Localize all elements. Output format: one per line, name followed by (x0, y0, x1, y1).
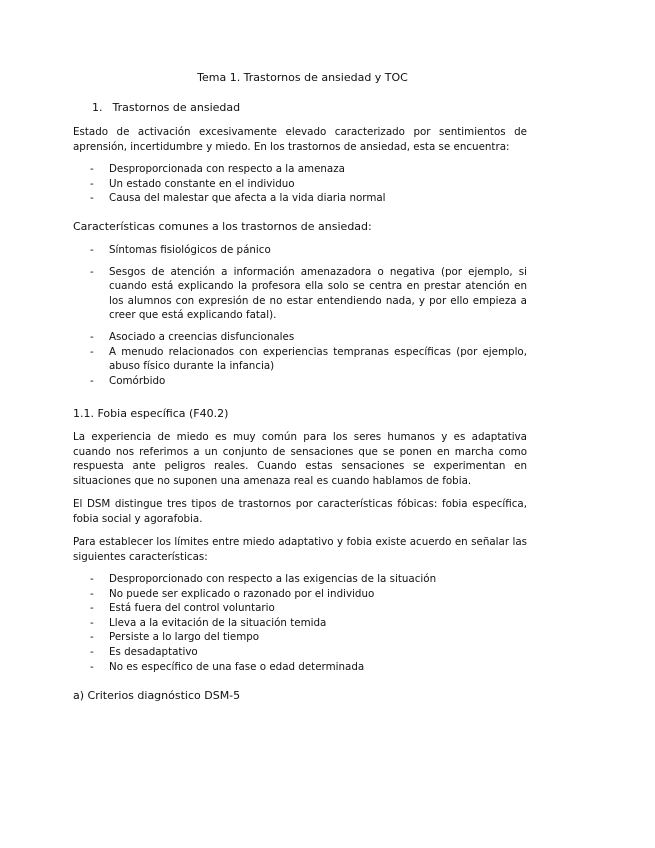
dsm5-criteria-subheading: a) Criterios diagnóstico DSM-5 (73, 689, 241, 702)
list-item: - No puede ser explicado o razonado por el individuo (90, 587, 375, 600)
document-title: Tema 1. Trastornos de ansiedad y TOC (197, 71, 408, 84)
section-1-number: 1. (92, 101, 103, 114)
list-item: - Desproporcionado con respecto a las exigencias de la situación (90, 573, 437, 585)
list-item: - No es específico de una fase o edad determinada (90, 660, 365, 673)
common-features-heading: Características comunes a los trastornos de ansiedad: (73, 220, 372, 233)
section-1-intro: Estado de activación excesivamente elevado caracterizado por sentimientos de aprensión, incertidumbre y miedo. En los trastornos de ansiedad, esta se encuentra: (73, 126, 527, 153)
list-item: - Asociado a creencias disfuncionales (90, 330, 295, 343)
list-item: - Síntomas fisiológicos de pánico (90, 244, 271, 256)
section-1-1-paragraph-2: El DSM distingue tres tipos de trastornos por características fóbicas: fobia específica, fobia social y agorafobia. (73, 498, 527, 525)
section-1-heading-text: Trastornos de ansiedad (112, 101, 241, 114)
section-1-1-heading: 1.1. Fobia específica (F40.2) (73, 407, 229, 420)
anxiety-bullet-list (0, 162, 527, 206)
phobia-characteristics-list (0, 572, 527, 674)
list-item: - Está fuera del control voluntario (90, 602, 275, 615)
list-item: - Un estado constante en el individuo (90, 177, 295, 190)
list-item: - Causa del malestar que afecta a la vida diaria normal (90, 192, 386, 205)
list-item: - Persiste a lo largo del tiempo (90, 631, 260, 644)
list-item: - Es desadaptativo (90, 645, 198, 658)
common-features-list (0, 243, 527, 388)
list-item: - Sesgos de atención a información amenazadora o negativa (por ejemplo, si cuando está explicando la profesora ella solo se centra en prestar atención en los alumnos con expresión de no estar entendiendo nada, y por ello empieza a creer que está explicando fatal). (90, 265, 527, 322)
list-item: - Comórbido (90, 374, 166, 387)
section-1-heading (92, 101, 240, 116)
section-1-1-paragraph-3: Para establecer los límites entre miedo adaptativo y fobia existe acuerdo en señalar las siguientes características: (73, 536, 527, 563)
section-1-1-paragraph-1: La experiencia de miedo es muy común para los seres humanos y es adaptativa cuando nos referimos a un conjunto de sensaciones que se ponen en marcha como respuesta ante peligros reales. Cuando estas sensaciones se experimentan en situaciones que no suponen una amenaza real es cuando hablamos de fobia. (73, 431, 527, 487)
list-item: - Lleva a la evitación de la situación temida (90, 616, 327, 629)
list-item: - A menudo relacionados con experiencias tempranas específicas (por ejemplo, abuso físico durante la infancia) (90, 345, 527, 373)
list-item: - Desproporcionada con respecto a la amenaza (90, 163, 345, 175)
